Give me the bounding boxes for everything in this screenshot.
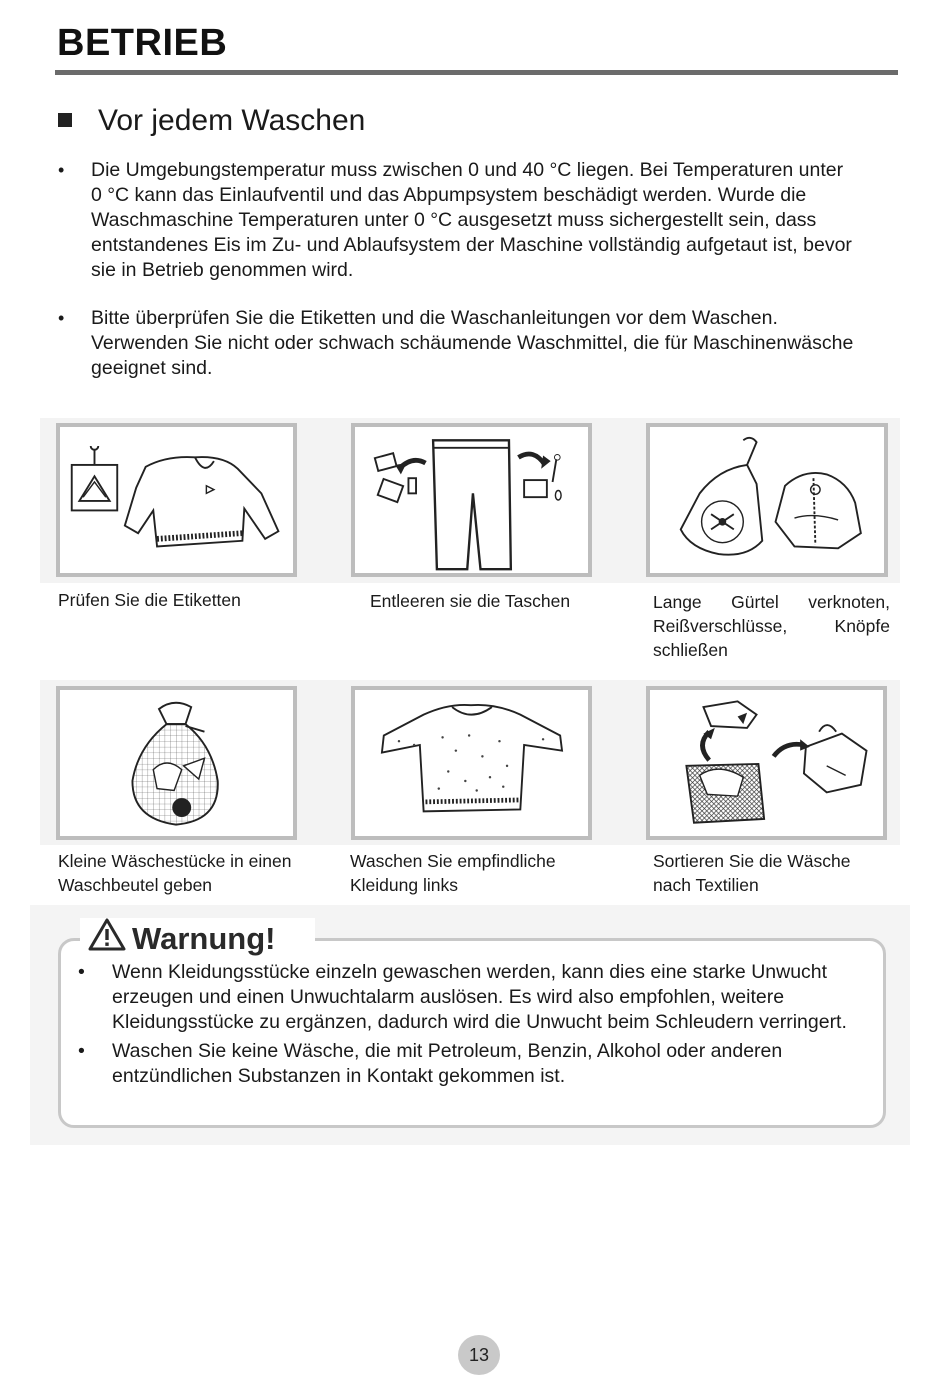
warning-title-text: Warnung! <box>132 921 276 957</box>
bullet-dot-icon: • <box>78 1040 85 1062</box>
illustration-empty-pockets <box>351 423 592 577</box>
illustration-check-labels <box>56 423 297 577</box>
intro-bullet-list <box>58 158 858 404</box>
step-caption: Lange Gürtel verknoten, Reißverschlüsse, Knöpfe schließen <box>653 592 890 660</box>
section-heading <box>58 104 365 138</box>
bullet-dot-icon: • <box>58 160 65 180</box>
step-caption: Kleine Wäschestücke in einen Waschbeutel geben <box>58 851 292 895</box>
bullet-dot-icon: • <box>78 961 85 983</box>
illustration-sort-laundry <box>646 686 887 840</box>
illustration-close-zippers <box>646 423 888 577</box>
list-item <box>78 1039 878 1089</box>
sort-laundry-icon <box>650 690 883 836</box>
list-item-text: Die Umgebungstemperatur muss zwischen 0 und 40 °C liegen. Bei Temperaturen unter 0 °C kann das Einlaufventil und das Abpumpsystem beschädigt werden. Wurde die Waschmaschine Temperaturen unter 0 °C ausgesetzt muss sichergestellt sein, dass entstandenes Eis im Zu- und Ablaufsystem der Maschine vollständig aufgetaut ist, bevor sie in Betrieb genommen wird. <box>91 159 852 281</box>
illustration-laundry-bag <box>56 686 297 840</box>
list-item <box>78 960 878 1035</box>
step-caption: Entleeren sie die Taschen <box>370 591 571 611</box>
step-caption: Sortieren Sie die Wäsche nach Textilien <box>653 851 851 895</box>
title-divider <box>55 70 898 75</box>
list-item <box>58 158 858 283</box>
page-title: BETRIEB <box>57 22 228 64</box>
inside-out-sweater-icon <box>355 690 588 836</box>
section-heading-text: Vor jedem Waschen <box>98 104 366 137</box>
tie-belts-zip-icon <box>650 427 884 573</box>
list-item-text: Wenn Kleidungsstücke einzeln gewaschen werden, kann dies eine starke Unwucht erzeugen und einen Unwuchtalarm auslösen. Es wird also empfohlen, weitere Kleidungsstücke zu ergänzen, dadurch wird die Unwucht beim Schleudern verringert. <box>112 961 847 1033</box>
empty-pockets-icon <box>355 427 588 573</box>
illustration-inside-out <box>351 686 592 840</box>
step-caption: Waschen Sie empfindliche Kleidung links <box>350 851 556 895</box>
laundry-bag-icon <box>60 690 293 836</box>
warning-list <box>78 960 878 1093</box>
list-item <box>58 306 858 381</box>
square-bullet-icon <box>58 113 72 127</box>
page-number: 13 <box>458 1335 500 1375</box>
list-item-text: Waschen Sie keine Wäsche, die mit Petroleum, Benzin, Alkohol oder anderen entzündlichen Substanzen in Kontakt gekommen ist. <box>112 1040 783 1087</box>
list-item-text: Bitte überprüfen Sie die Etiketten und die Waschanleitungen vor dem Waschen. Verwenden Sie nicht oder schwach schäumende Waschmittel, die für Maschinenwäsche geeignet sind. <box>91 307 854 379</box>
step-caption: Prüfen Sie die Etiketten <box>58 590 241 610</box>
warning-title <box>88 920 275 962</box>
bullet-dot-icon: • <box>58 308 65 328</box>
care-label-sweater-icon <box>60 427 293 573</box>
warning-triangle-icon <box>88 917 126 959</box>
